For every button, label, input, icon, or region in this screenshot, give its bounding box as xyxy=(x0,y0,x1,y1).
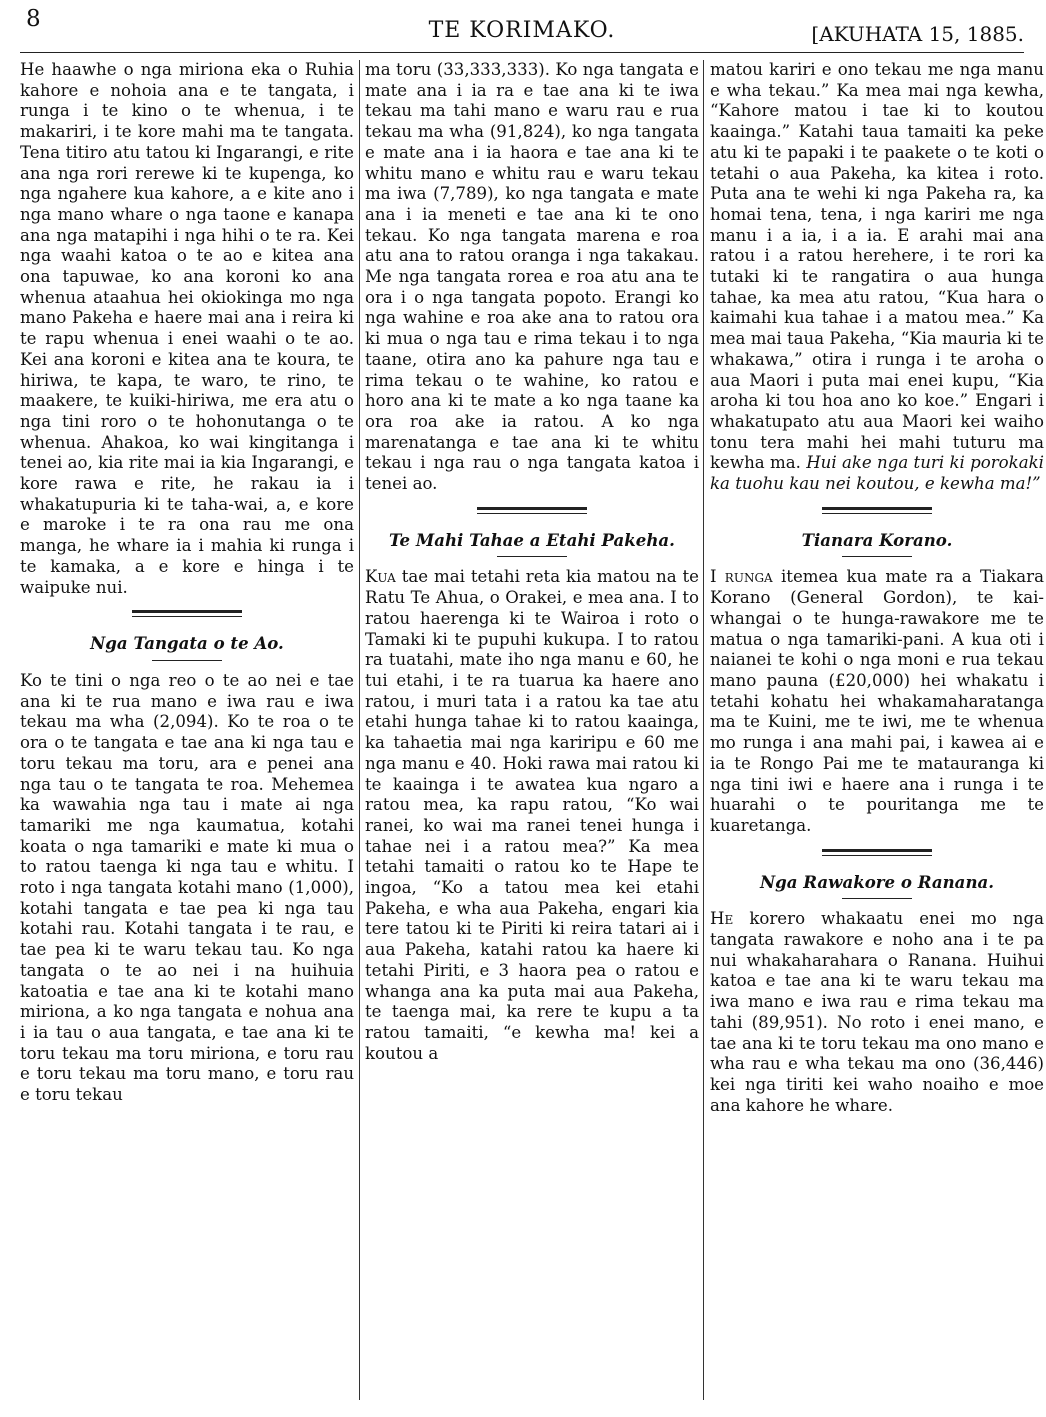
article-paragraph xyxy=(710,567,1044,836)
paragraph-text: korero whakaatu enei mo nga tangata rawakore e noho ana i te pa nui whakaharahara o Ranana. Huihui katoa e tae ana ki te waru tekau ma iwa mano e iwa rau e rima tekau ma tahi (89,951). No roto i enei mano, e tae ana ki te toru tekau ma ono mano e wha rau e wha tekau ma ono (36,446) kei nga tiriti kei waho noaiho e moe ana kahore he whare. xyxy=(710,909,1044,1115)
article-heading: Nga Rawakore o Ranana. xyxy=(759,871,995,892)
article-paragraph: ma toru (33,333,333). Ko nga tangata e mate ana i ia ra e tae ana ki te iwa tekau ma tahi mano e waru rau e rua tekau ma wha (91,824), ko nga tangata e mate ana i ia haora e tae ana ki te whitu mano e whitu rau e waru tekau ma iwa (7,789), ko nga tangata e mate ana i ia meneti e tae ana ki te ono tekau. Ko nga tangata marena e roa atu ana to ratou oranga i nga takakau. Me nga tangata rorea e roa atu ana te ora i o nga tangata popoto. Erangi ko nga wahine e roa ake ana to ratou ora ki mua o nga tau e rima tekau i to nga taane, otira ano ka pahure nga tau e rima tekau o te wahine, ko ratou e horo ana ki te mate a ko nga taane ka ora roa ake ia ratou. A ko nga marenatanga e tae ana ki te whitu tekau i nga rau o nga tangata katoa i tenei ao. xyxy=(365,60,699,494)
lead-word: Kua xyxy=(365,567,396,587)
article-paragraph xyxy=(710,60,1044,495)
paragraph-text: matou kariri e ono tekau me nga manu e wha tekau.” Ka mea mai nga kewha, “Kahore matou i tae ki to koutou kaainga.” Katahi taua tamaiti ka peke atu ki te papaki i te paakete o te koti o tetahi o aua Pakeha, ka kitea i roto. Puta ana te wehi ki nga Pakeha ra, ka homai tena, tena, i nga kariri me nga manu i a ia, i a ia. E arahi mai ana ratou i a ratou herehere, i te rori ka tutaki ki te rangatira o aua hunga tahae, ka mea atu ratou, “Kua hara o kaimahi kua tahae i a matou mea.” Ka mea mai taua Pakeha, “Kia mauria ki te whakawa,” otira i runga i te aroha o aua Maori i puta mai enei kupu, “Kia aroha ki tou hoa ano ko koe.” Engari i whakatupato atu aua Maori kei waiho tonu tera mahi hei mahi tuturu ma kewha ma. xyxy=(710,60,1044,473)
column-divider xyxy=(703,60,704,1400)
lead-word: He xyxy=(710,909,734,929)
paragraph-text: tae mai tetahi reta kia matou na te Ratu Te Ahua, o Orakei, e mea ana. I to ratou haerenga ki te Wairoa i roto o Tamaki ki te pupuhi kukupa. I to ratou ra tuatahi, mate iho nga manu e 60, he tui etahi, i te ra tuarua ka haere ano ratou, i muri tata i a ratou ka tae atu etahi hunga tahae ki to ratou kaainga, ka tahaetia mai nga kariripu e 60 me nga manu e 40. Hoki rawa mai ratou ki te kaainga i te awatea kua ngaro a ratou mea, ka rapu ratou, “Ko wai ranei, ko wai ma ranei tenei hunga i tahae nei i a ratou mea?” Ka mea tetahi tamaiti o ratou ko te Hape te ingoa, “Ko a tatou mea kei etahi Pakeha, e wha aua Pakeha, engari kia tere tatou ki te Piriti ki reira tatari ai i aua Pakeha, katahi ratou ka haere ki tetahi Piriti, e 3 haora pea o ratou e whanga ana ka puta mai aua Pakeha, te taenga mai, ka rere te kupu a ta ratou tamaiti, “e kewha ma! kei a koutou a xyxy=(365,567,699,1063)
heading-rule xyxy=(152,660,222,661)
section-separator xyxy=(822,507,932,514)
section-separator xyxy=(132,610,242,617)
article-paragraph xyxy=(710,909,1044,1116)
masthead xyxy=(20,6,1024,46)
article-heading: Nga Tangata o te Ao. xyxy=(90,633,284,654)
section-separator xyxy=(822,849,932,856)
heading-rule xyxy=(842,556,912,557)
heading-rule xyxy=(842,898,912,899)
issue-date: [AKUHATA 15, 1885. xyxy=(811,22,1024,46)
italic-quote: Hui ake nga turi ki porokaki ka tuohu kau nei koutou, e kewha ma!” xyxy=(710,453,1044,494)
page-number: 8 xyxy=(26,6,41,32)
article-heading: Tianara Korano. xyxy=(801,529,953,550)
lead-word: I runga xyxy=(710,567,773,587)
column-3 xyxy=(710,60,1044,1410)
article-paragraph xyxy=(365,567,699,1064)
paragraph-text: itemea kua mate ra a Tiakara Korano (General Gordon), te kai-whangai o te hunga-rawakore me te matua o nga tamariki-pani. A kua oti i naianei te kohi o nga moni e rua tekau mano pauna (£20,000) hei whakatu i tetahi kohatu hei whakamaharatanga ma te Kuini, me te iwi, me te whenua mo runga i ana mahi pai, i kawea ai e ia te Rongo Pai me te matauranga ki nga tini iwi e haere ana i runga i te huarahi o te pouritanga me te kuaretanga. xyxy=(710,567,1044,835)
column-2 xyxy=(365,60,699,1410)
column-1 xyxy=(20,60,354,1410)
article-paragraph: He haawhe o nga miriona eka o Ruhia kahore e nohoia ana e te tangata, i runga i te kino o te whenua, i te makariri, i te kore mahi ma te tangata. Tena titiro atu tatou ki Ingarangi, e rite ana nga rori rerewe ki te kupenga, ko nga ngahere kua kahore, a e kite ano i nga mano whare o nga taone e kanapa ana nga matapihi i nga hihi o te ra. Kei nga waahi katoa o te ao e kitea ana ona tapuwae, ko ana koroni ko ana whenua ataahua hei okiokinga mo nga mano Pakeha e haere mai ana i reira ki te rapu whenua i enei waahi o te ao. Kei ana koroni e kitea ana te koura, te hiriwa, te kapa, te waro, te rino, te maakere, te kuiki-hiriwa, me era atu o nga tini roro o te hohonutanga o te whenua. Ahakoa, ko wai kingitanga i tenei ao, kia rite mai ia kia Ingarangi, e kore rawa e rite, he rakau ia i whakatupuria ki te taha-wai, a, e kore e maroke i te ra ona rau me ona manga, he whare ia i mahia ki runga i te kamaka, a e kore e hinga i te waipuke nui. xyxy=(20,60,354,597)
article-heading: Te Mahi Tahae a Etahi Pakeha. xyxy=(389,529,675,550)
newspaper-title: TE KORIMAKO. xyxy=(428,18,616,43)
column-divider xyxy=(359,60,360,1400)
header-rule xyxy=(20,52,1024,53)
article-paragraph: Ko te tini o nga reo o te ao nei e tae ana ki te rua mano e iwa rau e iwa tekau ma wha (2,094). Ko te roa o te ora o te tangata e tae ana ki nga tau e toru tekau ma toru, ara e penei ana nga tau o te tangata te roa. Mehemea ka wawahia nga tau i mate ai nga tamariki me nga kaumatua, kotahi koata o nga tamariki e mate ki mua o to ratou taenga ki nga tau e whitu. I roto i nga tangata kotahi mano (1,000), kotahi tangata e tae pea ki nga tau kotahi rau. Kotahi tangata i te rau, e tae pea ki te waru tekau tau. Ko nga tangata o te ao nei i na huihuia katoatia e tae ana ki te kotahi mano miriona, a ko nga tangata e nohua ana i ia tau o aua tangata, e tae ana ki te toru tekau ma toru miriona, e toru rau e toru tekau ma toru mano, e toru rau e toru tekau xyxy=(20,670,354,1105)
heading-rule xyxy=(497,556,567,557)
section-separator xyxy=(477,507,587,514)
